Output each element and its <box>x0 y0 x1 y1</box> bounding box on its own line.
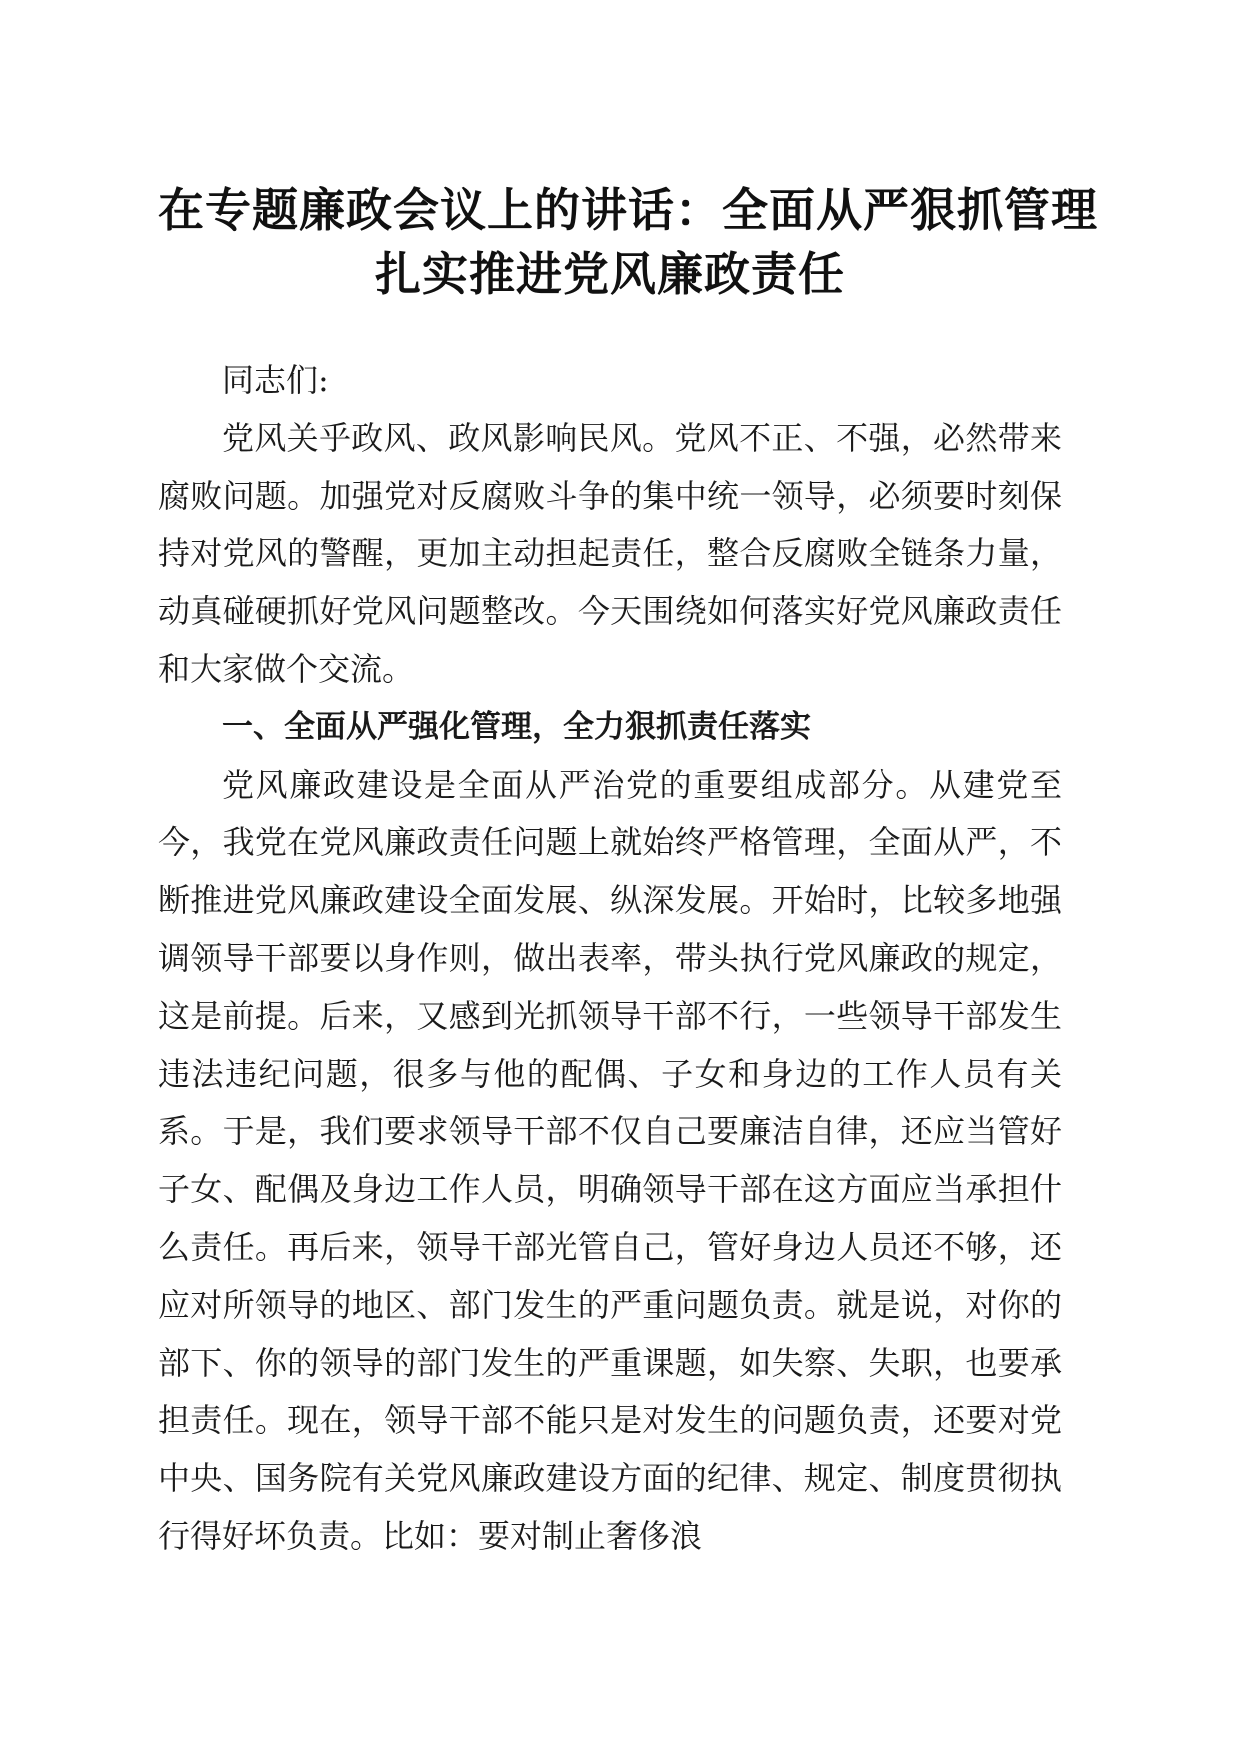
title-line-1: 在专题廉政会议上的讲话：全面从严狠抓管理 <box>158 183 1098 237</box>
section-heading-1: 一、全面从严强化管理，全力狠抓责任落实 <box>222 708 811 745</box>
document-page <box>158 178 1098 1566</box>
section-1-paragraph: 党风廉政建设是全面从严治党的重要组成部分。从建党至今，我党在党风廉政责任问题上就始终严格管理，全面从严，不断推进党风廉政建设全面发展、纵深发展。开始时，比较多地强调领导干部要以身作则，做出表率，带头执行党风廉政的规定，这是前提。后来，又感到光抓领导干部不行，一些领导干部发生违法违纪问题，很多与他的配偶、子女和身边的工作人员有关系。于是，我们要求领导干部不仅自己要廉洁自律，还应当管好子女、配偶及身边工作人员，明确领导干部在这方面应当承担什么责任。再后来，领导干部光管自己，管好身边人员还不够，还应对所领导的地区、部门发生的严重问题负责。就是说，对你的部下、你的领导的部门发生的严重课题，如失察、失职，也要承担责任。现在，领导干部不能只是对发生的问题负责，还要对党中央、国务院有关党风廉政建设方面的纪律、规定、制度贯彻执行得好坏负责。比如：要对制止奢侈浪 <box>158 765 1062 1555</box>
document-title <box>158 178 1098 306</box>
salutation: 同志们: <box>222 361 329 399</box>
title-line-2: 扎实推进党风廉政责任 <box>375 247 845 301</box>
document-body <box>158 352 1062 1566</box>
intro-paragraph: 党风关乎政风、政风影响民风。党风不正、不强，必然带来腐败问题。加强党对反腐败斗争的集中统一领导，必须要时刻保持对党风的警醒，更加主动担起责任，整合反腐败全链条力量，动真碰硬抓好党风问题整改。今天围绕如何落实好党风廉政责任和大家做个交流。 <box>158 418 1062 688</box>
